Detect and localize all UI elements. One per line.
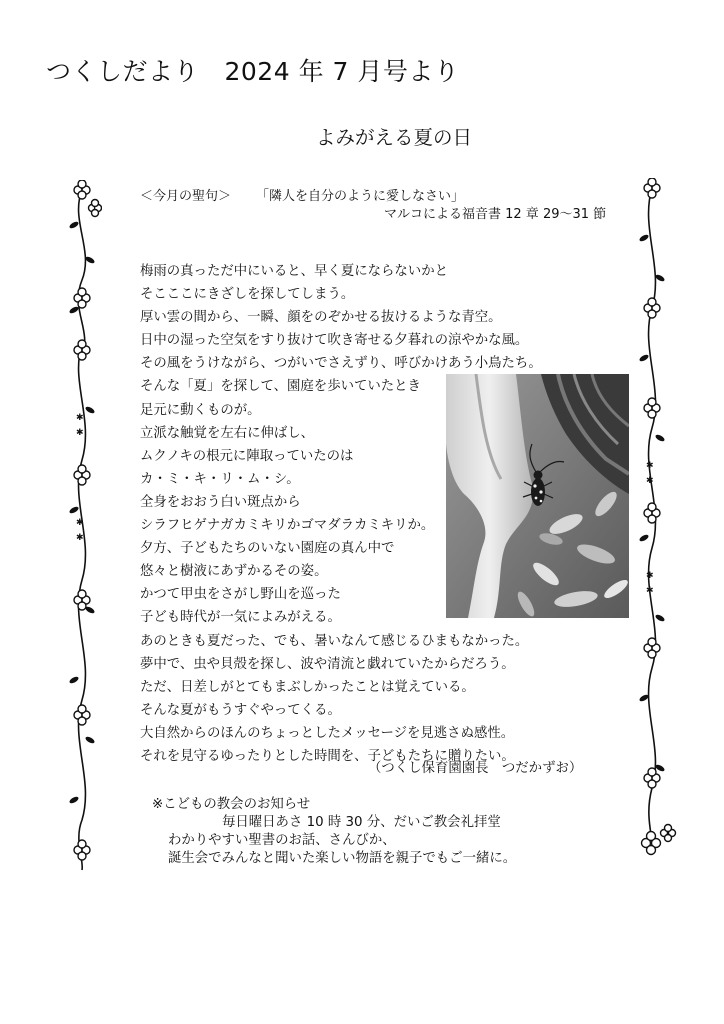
notice-heading: ※こどもの教会のお知らせ [152, 797, 311, 812]
body-line: 日中の湿った空気をすり抜けて吹き寄せる夕暮れの涼やかな風。 [140, 333, 529, 349]
body-line: 足元に動くものが。 [140, 402, 261, 418]
svg-text:✱: ✱ [76, 518, 84, 528]
verse-text: 「隣人を自分のように愛しなさい」 [256, 189, 465, 204]
notice-line: 誕生会でみんなと聞いた楽しい物語を親子でもご一緒に。 [168, 851, 517, 866]
body-line: 梅雨の真っただ中にいると、早く夏にならないかと [140, 264, 448, 279]
body-line: そこここにきざしを探してしまう。 [140, 287, 355, 303]
body-line: それを見守るゆったりとした時間を、子どもたちに贈りたい。 [140, 748, 515, 764]
body-line: そんな「夏」を探して、園庭を歩いていたとき [140, 379, 421, 395]
notice-line: わかりやすい聖書のお話、さんびか、 [168, 833, 396, 848]
svg-text:✱: ✱ [76, 413, 84, 423]
author-signature: （つくし保育園園長 つだかずお） [368, 761, 583, 776]
verse-label: ＜今月の聖句＞ [140, 189, 232, 204]
article-title: よみがえる夏の日 [316, 126, 473, 149]
body-line: 夕方、子どもたちのいない園庭の真ん中で [140, 541, 395, 557]
svg-text:✱: ✱ [646, 586, 654, 596]
body-line: カ・ミ・キ・リ・ム・シ。 [140, 471, 300, 487]
newsletter-title: つくしだより 2024 年 7 月号より [46, 57, 460, 86]
svg-text:✱: ✱ [646, 571, 654, 581]
left-vine-border [62, 180, 102, 880]
body-line: その風をうけながら、つがいでさえずり、呼びかけあう小鳥たち。 [140, 356, 542, 372]
sparkle-icon [646, 461, 654, 596]
svg-text:✱: ✱ [646, 476, 654, 486]
body-line: 厚い雲の間から、一瞬、顔をのぞかせる抜けるような青空。 [140, 310, 502, 326]
body-line: そんな夏がもうすぐやってくる。 [140, 702, 341, 718]
svg-text:✱: ✱ [76, 428, 84, 438]
svg-text:✱: ✱ [646, 461, 654, 471]
body-line: 悠々と樹液にあずかるその姿。 [140, 564, 328, 580]
body-line: かつて甲虫をさがし野山を巡った [140, 587, 341, 603]
body-line: 子ども時代が一気によみがえる。 [140, 610, 341, 626]
right-vine-border [630, 178, 678, 860]
body-line: ただ、日差しがとてもまぶしかったことは覚えている。 [140, 679, 475, 695]
body-line: ムクノキの根元に陣取っていたのは [140, 448, 354, 464]
verse-reference: マルコによる福音書 12 章 29～31 節 [384, 207, 607, 222]
body-line: シラフヒゲナガカミキリかゴマダラカミキリか。 [140, 518, 435, 534]
svg-text:✱: ✱ [76, 533, 84, 543]
beetle-photo [446, 374, 629, 618]
body-line: 大自然からのほんのちょっとしたメッセージを見逃さぬ感性。 [140, 725, 515, 741]
beetle-photo-image [446, 374, 629, 618]
body-line: 全身をおおう白い斑点から [140, 494, 301, 510]
notice-schedule: 毎日曜日あさ 10 時 30 分、だいご教会礼拝堂 [222, 815, 501, 830]
body-line: 夢中で、虫や貝殻を探し、波や清流と戯れていたからだろう。 [140, 656, 515, 672]
body-line: 立派な触覚を左右に伸ばし、 [140, 425, 315, 441]
body-line: あのときも夏だった、でも、暑いなんて感じるひまもなかった。 [140, 633, 529, 649]
